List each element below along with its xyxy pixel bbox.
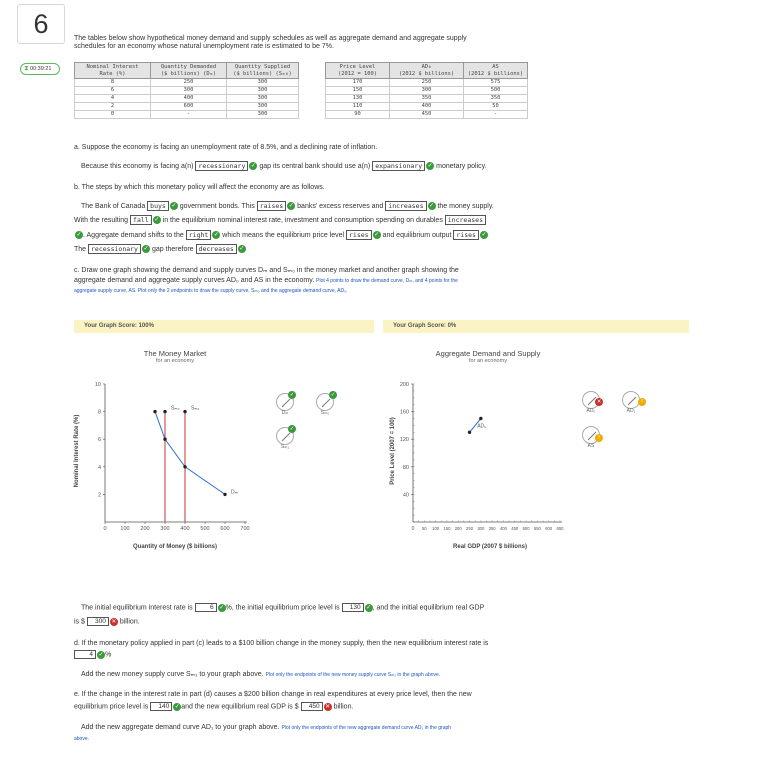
money-market-plot[interactable] bbox=[95, 382, 250, 532]
data-point bbox=[163, 438, 166, 441]
x-tick-label: 300 bbox=[477, 526, 485, 531]
x-tick-label: 200 bbox=[454, 526, 462, 531]
check-icon: ✓ bbox=[219, 604, 225, 611]
bonds-action-dropdown[interactable]: buys bbox=[147, 201, 169, 211]
data-point bbox=[163, 410, 166, 413]
graph1-score: Your Graph Score: 100% bbox=[74, 320, 374, 333]
y-tick-label: 120 bbox=[399, 437, 409, 444]
table-row: 0 - 300 bbox=[75, 111, 299, 119]
x-tick-label: 600 bbox=[220, 526, 230, 532]
table-row: 2 600 300 bbox=[75, 103, 299, 111]
part-a-policy-dropdown[interactable]: expansionary bbox=[372, 161, 425, 171]
x-tick-label: 500 bbox=[522, 526, 530, 531]
part-c-line-1: c. Draw one graph showing the demand and supply curves Dₘ and Sₘ₀ in the money market and another graph showing the bbox=[74, 267, 459, 274]
check-icon: ✓ bbox=[174, 703, 180, 710]
check-icon: ✓ bbox=[171, 203, 177, 209]
x-tick-label: 650 bbox=[556, 526, 564, 531]
gap-type-dropdown[interactable]: recessionary bbox=[88, 244, 141, 254]
graph2-title: Aggregate Demand and Supply bbox=[435, 349, 541, 358]
part-e-add: Add the new aggregate demand curve AD₁ to your graph above. Plot only the endpoints of the new aggregate demand curve AD₁ in the graph bbox=[81, 724, 452, 731]
ad-as-plot[interactable] bbox=[400, 382, 564, 532]
spending-dropdown[interactable]: increases bbox=[445, 215, 486, 225]
x-tick-label: 400 bbox=[499, 526, 507, 531]
graph1-xlabel: Quantity of Money ($ billions) bbox=[133, 544, 217, 550]
part-b-line-2: With the resulting fall ✓ in the equilibrium nominal interest rate, investment and consumption spending on durables increases bbox=[74, 215, 486, 225]
new-real-gdp-input[interactable]: 450 bbox=[301, 702, 323, 711]
part-b-line-3: ✓. Aggregate demand shifts to the right ✓ which means the equilibrium price level rises ✓ and equilibrium output rises ✓ bbox=[76, 231, 487, 239]
x-tick-label: 350 bbox=[488, 526, 496, 531]
tool-label-as: AS bbox=[587, 443, 595, 449]
graph1-subtitle: for an economy bbox=[156, 358, 194, 364]
intro-line-1: The tables below show hypothetical money demand and supply schedules as well as aggregate demand and aggregate supply bbox=[74, 35, 467, 42]
x-tick-label: 200 bbox=[140, 526, 150, 532]
ad-table-header: Price Level (2012 = 100) bbox=[326, 63, 390, 79]
part-a-answer-line: Because this economy is facing a(n) recessionary ✓ gap its central bank should use a(n) expansionary ✓ monetary policy. bbox=[81, 162, 487, 170]
graph1-ylabel: Nominal Interest Rate (%) bbox=[74, 414, 80, 488]
y-tick-label: 200 bbox=[399, 382, 409, 388]
check-icon: ✓ bbox=[427, 163, 433, 169]
table-row: 110 400 50 bbox=[326, 103, 528, 111]
x-tick-label: 100 bbox=[120, 526, 130, 532]
y-tick-label: 8 bbox=[97, 409, 101, 416]
part-d-question: d. If the monetary policy applied in part (c) leads to a $100 billion change in the money supply, then the new equilibrium interest rate is bbox=[74, 640, 489, 647]
x-tick-label: 0 bbox=[103, 526, 107, 532]
y-tick-label: 4 bbox=[97, 464, 101, 471]
output-dropdown[interactable]: rises bbox=[453, 230, 479, 240]
check-icon: ✓ bbox=[366, 604, 372, 611]
label-ad0: AD₀ bbox=[477, 423, 487, 430]
x-tick-label: 450 bbox=[511, 526, 519, 531]
part-c-hint-1: Plot 4 points to draw the demand curve, Dₘ, and 4 points for the bbox=[316, 278, 458, 284]
ad-table-header: AD₀ (2012 $ billions) bbox=[390, 63, 464, 79]
x-tick-label: 400 bbox=[180, 526, 190, 532]
x-tick-label: 250 bbox=[466, 526, 474, 531]
part-b-line-4: The recessionary ✓ gap therefore decreases ✓ bbox=[74, 245, 245, 253]
answers-line-1: The initial equilibrium interest rate is 6 ✓%, the initial equilibrium price level is 130 ✓, and the initial equilibrium real GDP bbox=[81, 604, 485, 612]
part-e-question: e. If the change in the interest rate in part (d) causes a $200 billion change in real expenditures at every price level, then the new bbox=[74, 691, 472, 698]
table-row: 90 450 - bbox=[326, 111, 528, 119]
check-icon: ✓ bbox=[481, 232, 487, 238]
x-tick-label: 700 bbox=[240, 526, 250, 532]
graph2-subtitle: for an economy bbox=[469, 358, 507, 364]
table-row: 6 300 300 bbox=[75, 87, 299, 95]
graph2-ylabel: Price Level (2007 = 100) bbox=[390, 417, 396, 485]
part-b-intro: b. The steps by which this monetary policy will affect the economy are as follows. bbox=[74, 184, 325, 191]
warning-icon: ! bbox=[595, 434, 603, 442]
part-c-hint-2: aggregate supply curve, AS. Plot only the 2 endpoints to draw the supply curve, Sₘ₀ and the aggregate demand curve, AD₀. bbox=[74, 288, 348, 294]
data-point bbox=[153, 410, 156, 413]
ad-shift-dropdown[interactable]: right bbox=[186, 230, 212, 240]
interest-rate-dropdown[interactable]: fall bbox=[130, 215, 152, 225]
x-tick-label: 100 bbox=[432, 526, 440, 531]
price-level-input[interactable]: 130 bbox=[342, 603, 364, 612]
check-icon: ✓ bbox=[213, 232, 219, 238]
tool-label-dm: Dₘ bbox=[281, 410, 289, 416]
part-b-line-1: The Bank of Canada buys ✓ government bonds. This raises ✓ banks' excess reserves and increases ✓ the money supply. bbox=[81, 202, 494, 210]
check-icon: ✓ bbox=[374, 232, 380, 238]
check-icon: ✓ bbox=[98, 651, 104, 658]
part-e-hint-1: Plot only the endpoints of the new aggregate demand curve AD₁ in the graph bbox=[281, 725, 452, 731]
price-level-dropdown[interactable]: rises bbox=[346, 230, 372, 240]
question-number: 6 bbox=[33, 9, 49, 39]
data-point bbox=[479, 417, 482, 420]
check-icon: ✓ bbox=[289, 392, 295, 398]
check-icon: ✓ bbox=[429, 203, 435, 209]
money-table-header: Nominal Interest Rate (%) bbox=[75, 63, 151, 79]
real-gdp-input[interactable]: 300 bbox=[87, 617, 109, 626]
y-tick-label: 10 bbox=[94, 382, 101, 388]
check-icon: ✓ bbox=[288, 203, 294, 209]
check-icon: ✓ bbox=[154, 217, 160, 223]
y-tick-label: 80 bbox=[402, 464, 409, 471]
x-tick-label: 0 bbox=[411, 526, 415, 532]
part-d-answer: 4 ✓% bbox=[74, 650, 111, 659]
part-e-hint-2: above. bbox=[74, 736, 90, 742]
label-dm: Dₘ bbox=[231, 489, 238, 496]
part-d-hint: Plot only the endpoints of the new money supply curve Sₘ₁ in the graph above. bbox=[265, 672, 441, 678]
part-a-question: a. Suppose the economy is facing an unemployment rate of 8.5%, and a declining rate of inflation. bbox=[74, 144, 378, 151]
gap-change-dropdown[interactable]: decreases bbox=[196, 244, 237, 254]
y-tick-label: 160 bbox=[399, 409, 409, 416]
check-icon: ✓ bbox=[250, 163, 256, 169]
x-tick-label: 300 bbox=[160, 526, 170, 532]
y-tick-label: 6 bbox=[97, 437, 101, 444]
table-row: 150 300 500 bbox=[326, 87, 528, 95]
graph2-score: Your Graph Score: 0% bbox=[383, 320, 689, 333]
check-icon: ✓ bbox=[289, 426, 295, 432]
x-tick-label: 50 bbox=[421, 526, 427, 531]
graph2-xlabel: Real GDP (2007 $ billions) bbox=[453, 544, 527, 550]
check-icon: ✓ bbox=[76, 232, 82, 238]
part-d-add: Add the new money supply curve Sₘ₁ to your graph above. Plot only the endpoints of the new money supply curve Sₘ₁ in the graph above. bbox=[81, 671, 441, 678]
error-icon: ✕ bbox=[325, 703, 331, 710]
table-row: 130 350 350 bbox=[326, 95, 528, 103]
money-table-header: Quantity Demanded ($ billions) (Dₘ) bbox=[151, 63, 227, 79]
x-tick-label: 600 bbox=[545, 526, 553, 531]
y-tick-label: 40 bbox=[402, 492, 409, 499]
tool-label-ad1: AD₁ bbox=[626, 408, 636, 414]
table-row: 8 250 300 bbox=[75, 79, 299, 87]
data-point bbox=[183, 465, 186, 468]
interest-rate-input[interactable]: 6 bbox=[195, 603, 217, 612]
graph1-title: The Money Market bbox=[143, 349, 207, 358]
part-e-answer: equilibrium price level is 140 ✓and the new equilibrium real GDP is $ 450 ✕ billion. bbox=[74, 703, 354, 711]
reserves-dropdown[interactable]: raises bbox=[257, 201, 286, 211]
warning-icon: ! bbox=[638, 398, 646, 406]
check-icon: ✓ bbox=[239, 246, 245, 252]
intro-line-2: schedules for an economy whose natural unemployment rate is estimated to be 7%. bbox=[74, 43, 334, 50]
label-sm1: Sₘ₁ bbox=[191, 405, 200, 412]
part-c-line-2: aggregate demand and aggregate supply curves AD₀ and AS in the economy. Plot 4 points to draw the demand curve, Dₘ, and 4 points for the bbox=[74, 277, 458, 284]
data-point bbox=[223, 493, 226, 496]
data-point bbox=[183, 410, 186, 413]
x-tick-label: 550 bbox=[533, 526, 541, 531]
new-interest-rate-input[interactable]: 4 bbox=[74, 650, 96, 659]
part-a-gap-dropdown[interactable]: recessionary bbox=[195, 161, 248, 171]
tool-label-ad0: AD₀ bbox=[586, 408, 596, 414]
table-row: 4 400 300 bbox=[75, 95, 299, 103]
check-icon: ✓ bbox=[143, 246, 149, 252]
answers-line-2: is $ 300 ✕ billion. bbox=[74, 618, 140, 626]
x-tick-label: 500 bbox=[200, 526, 210, 532]
error-icon: ✕ bbox=[111, 618, 117, 625]
money-supply-dropdown[interactable]: increases bbox=[385, 201, 426, 211]
x-tick-label: 150 bbox=[443, 526, 451, 531]
money-table-header: Quantity Supplied ($ billions) (Sₘ₀) bbox=[227, 63, 299, 79]
error-icon: ✕ bbox=[596, 399, 602, 405]
tool-label-sm0: Sₘ₀ bbox=[320, 410, 330, 416]
timer-text: 00:39:21 bbox=[30, 66, 52, 72]
ad-table-header: AS (2012 $ billions) bbox=[464, 63, 528, 79]
data-point bbox=[468, 431, 471, 434]
check-icon: ✓ bbox=[330, 392, 336, 398]
new-price-level-input[interactable]: 140 bbox=[150, 702, 172, 711]
tool-label-sm1: Sₘ₁ bbox=[280, 444, 290, 450]
hourglass-icon: ⧗ bbox=[24, 65, 29, 72]
y-tick-label: 2 bbox=[97, 492, 101, 499]
label-sm0: Sₘ₀ bbox=[171, 405, 180, 412]
table-row: 170 250 575 bbox=[326, 79, 528, 87]
